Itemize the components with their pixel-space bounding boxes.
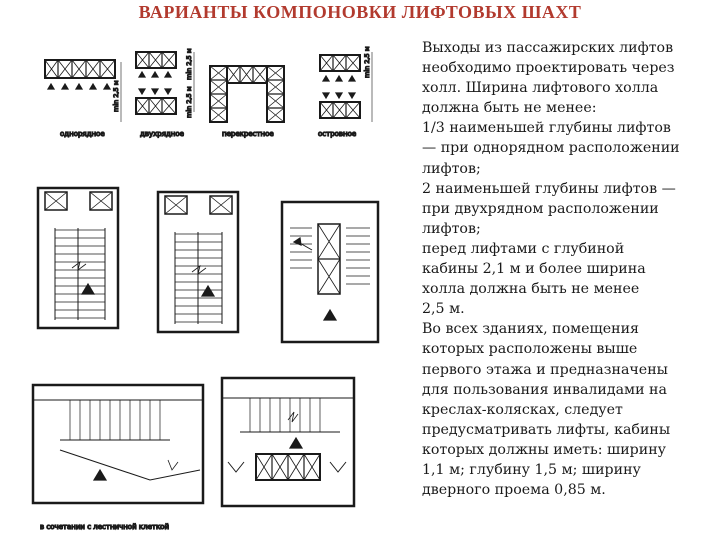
description-panel xyxy=(422,38,714,500)
description-line: 2,5 м. xyxy=(422,301,465,318)
description-line: должна быть не менее: xyxy=(422,100,597,117)
description-line: предусматривать лифты, кабины xyxy=(422,421,671,438)
description-line: Во всех зданиях, помещения xyxy=(422,321,640,338)
caption-double-row: двухрядное xyxy=(140,130,184,138)
plan-single-row xyxy=(45,60,121,138)
stairwell-plan-4 xyxy=(33,385,203,531)
description-line: креслах-колясках, следует xyxy=(422,401,623,418)
caption-combined: в сочетании с лестничной клеткой xyxy=(40,523,170,531)
dim-label-3: min 2,5 м xyxy=(185,86,193,118)
description-line: которых должны иметь: ширину xyxy=(422,441,667,458)
description-line: дверного проема 0,85 м. xyxy=(422,482,606,499)
description-line: лифтов; xyxy=(422,220,481,237)
caption-island: островное xyxy=(318,130,357,138)
description-line: холла должна быть не менее xyxy=(422,281,640,298)
description-line: 1,1 м; глубину 1,5 м; ширину xyxy=(422,461,641,478)
stairwell-plan-1 xyxy=(38,188,118,328)
description-line: Выходы из пассажирских лифтов xyxy=(422,40,674,56)
plan-cross xyxy=(185,48,284,138)
description-line: 2 наименьшей глубины лифтов — xyxy=(422,180,676,197)
description-line: первого этажа и предназначены xyxy=(422,361,668,378)
description-line: перед лифтами с глубиной xyxy=(422,240,625,257)
description-line: которых расположены выше xyxy=(422,341,638,358)
description-line: для пользования инвалидами на xyxy=(422,381,667,398)
stairwell-plan-2 xyxy=(158,192,238,332)
description-line: при двухрядном расположении xyxy=(422,200,659,217)
plan-double-row xyxy=(136,52,184,138)
description-line: кабины 2,1 м и более ширина xyxy=(422,261,646,278)
dim-label-1: min 2,5 м xyxy=(112,80,120,112)
description-line: — при однорядном расположении xyxy=(422,140,680,157)
caption-single-row: однорядное xyxy=(60,130,105,138)
description-line: холл. Ширина лифтового холла xyxy=(422,80,659,97)
stairwell-plan-5 xyxy=(222,378,354,506)
stairwell-plan-3 xyxy=(282,202,378,342)
description-line: 1/3 наименьшей глубины лифтов xyxy=(422,120,671,137)
description-line: необходимо проектировать через xyxy=(422,60,675,77)
description-line: лифтов; xyxy=(422,160,481,177)
dim-label-4: min 2,5 м xyxy=(363,46,371,78)
dim-label-2: min 2,5 м xyxy=(185,48,193,80)
page-title: ВАРИАНТЫ КОМПОНОВКИ ЛИФТОВЫХ ШАХТ xyxy=(138,2,582,22)
caption-cross: перекрестное xyxy=(222,130,274,138)
plan-island xyxy=(318,46,372,138)
